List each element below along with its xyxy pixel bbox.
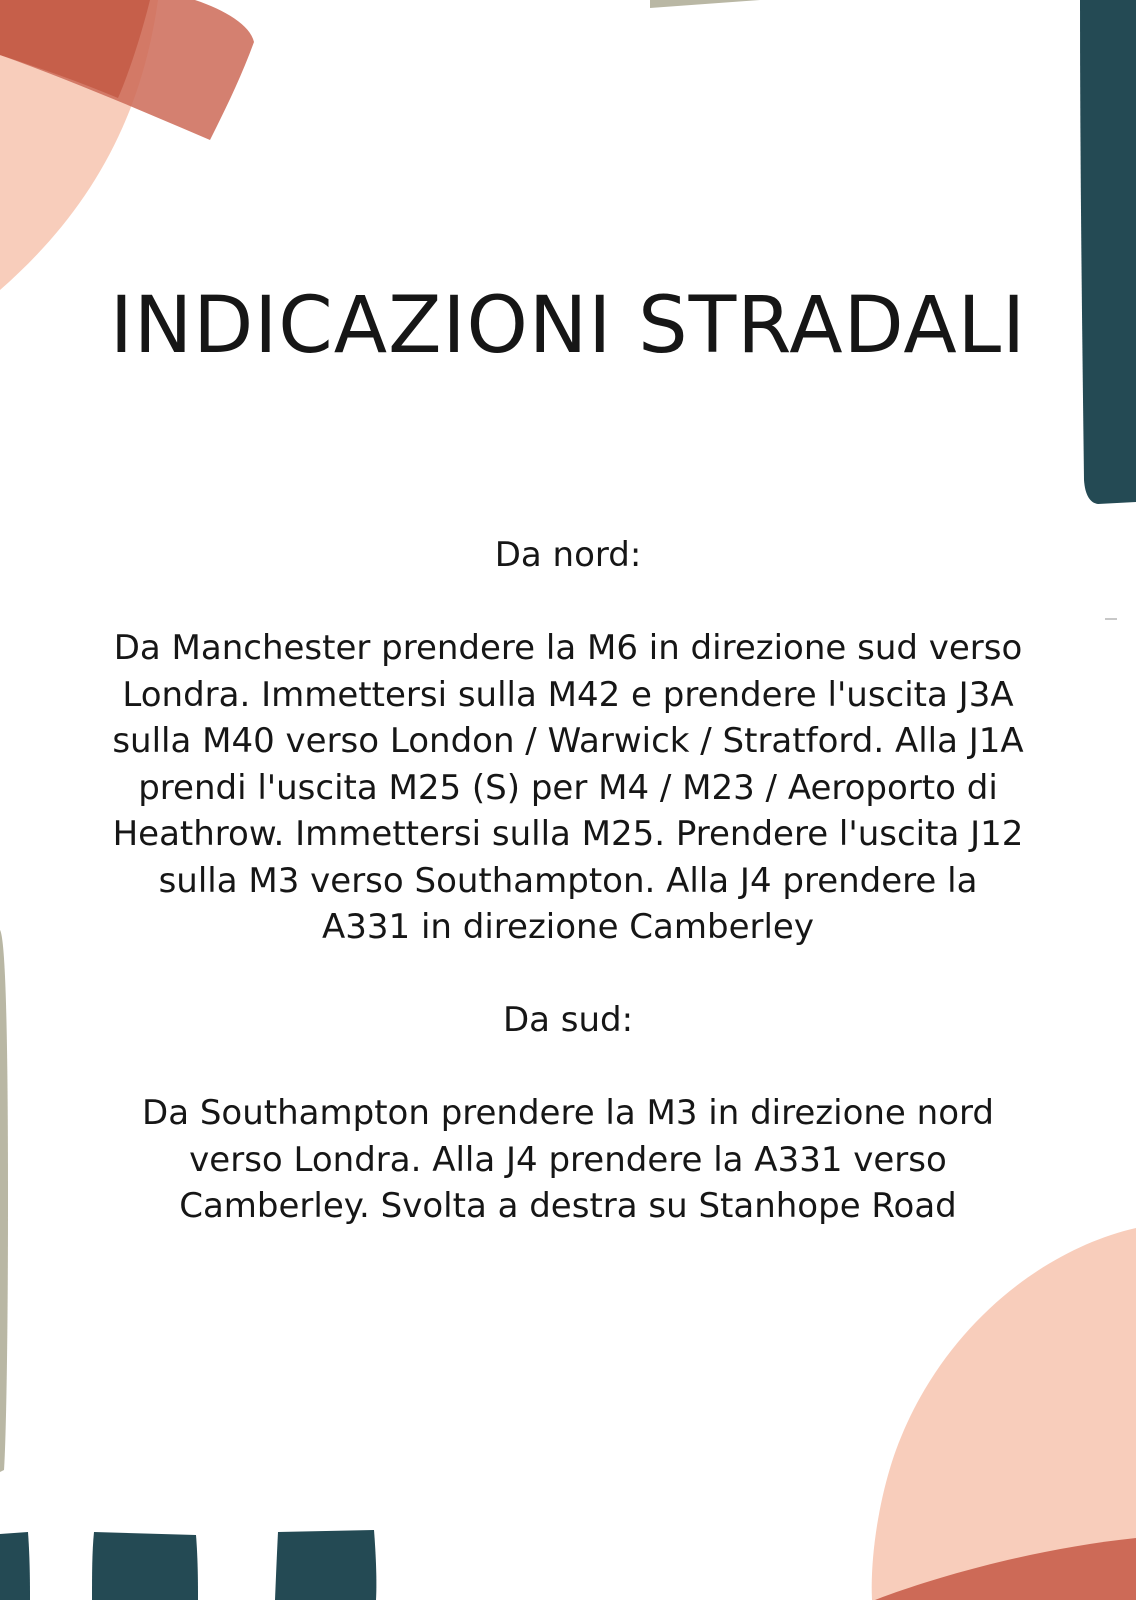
bottom-teal-block-2: [92, 1532, 198, 1600]
page-title: INDICAZIONI STRADALI: [109, 281, 1027, 371]
bottom-teal-block-1: [0, 1532, 30, 1600]
bottom-teal-block-3: [275, 1530, 376, 1600]
top-right-teal-bar: [1080, 0, 1136, 504]
section-body-south: Da Southampton prendere la M3 in direzione nord verso Londra. Alla J4 prendere la A331 verso Camberley. Svolta a destra su Stanhope Road: [142, 1093, 994, 1226]
spacer: [110, 951, 1026, 998]
directions-content: [110, 532, 1026, 1230]
spacer: [110, 1044, 1026, 1091]
section-heading-south: Da sud:: [502, 1000, 634, 1040]
top-sage-shape: [650, 0, 760, 8]
section-heading-north: Da nord:: [494, 535, 642, 575]
spacer: [110, 579, 1026, 626]
left-sage-strip: [0, 930, 8, 1472]
section-body-north: Da Manchester prendere la M6 in direzione sud verso Londra. Immettersi sulla M42 e prendere l'uscita J3A sulla M40 verso London / Warwick / Stratford. Alla J1A prendi l'uscita M25 (S) per M4 / M23 / Aeroporto di Heathrow. Immettersi sulla M25. Prendere l'uscita J12 sulla M3 verso Southampton. Alla J4 prendere la A331 in direzione Camberley: [112, 628, 1024, 947]
small-dash: [1105, 618, 1117, 620]
